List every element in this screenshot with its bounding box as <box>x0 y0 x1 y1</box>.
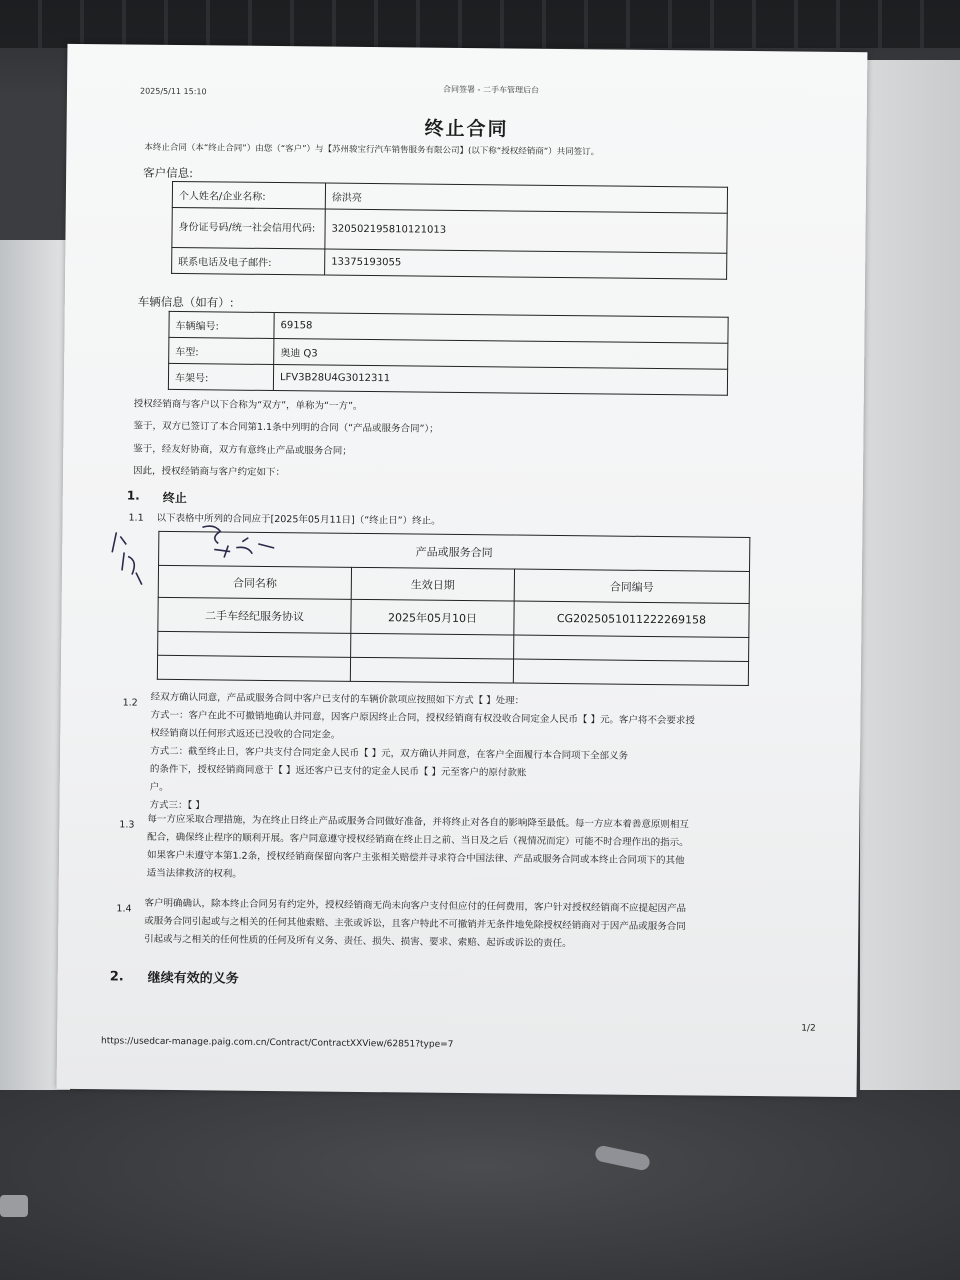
vehicle-info-table <box>168 311 729 396</box>
vehicle-number-value: 69158 <box>274 313 728 344</box>
table-row <box>172 207 727 253</box>
clause-1-3-line: 每一方应采取合理措施，为在终止日终止产品或服务合同做好准备，并将终止对各自的影响降至最低。每一方应本着善意原则相互 <box>147 813 689 831</box>
clause-1-2-line: 的条件下，授权经销商同意于【 】返还客户已支付的定金人民币【 】元至客户的原付款账 <box>149 763 527 779</box>
clause-1-4-line: 引起或与之相关的任何性质的任何及所有义务、责任、损失、损害、要求、索赔、起诉或诉讼的责任。 <box>144 933 572 950</box>
customer-name-label: 个人姓名/企业名称: <box>172 181 325 209</box>
footer-url: https://usedcar-manage.paig.com.cn/Contract/ContractXXView/62851?type=7 <box>100 1036 454 1050</box>
recital-parties: 授权经销商与客户以下合称为“双方”，单称为“一方”。 <box>133 398 363 412</box>
clause-1-4-line: 或服务合同引起或与之相关的任何其他索赔、主张或诉讼，且客户特此不可撤销并无条件地免除授权经销商对于因产品或服务合同 <box>144 915 686 933</box>
recital-therefore: 因此，授权经销商与客户约定如下： <box>132 465 286 479</box>
column-header-effective-date: 生效日期 <box>351 567 514 601</box>
customer-contact-value: 13375193055 <box>325 249 727 279</box>
contract-name-cell: 二手车经纪服务协议 <box>158 597 351 633</box>
print-datetime: 2025/5/11 15:10 <box>139 86 207 97</box>
clause-1-1-text: 以下表格中所列的合同应于[2025年05月11日]（“终止日”）终止。 <box>156 512 441 527</box>
customer-id-value: 320502195810121013 <box>325 209 727 253</box>
clause-1-2-line: 权经销商以任何形式返还已没收的合同定金。 <box>150 727 341 741</box>
customer-contact-label: 联系电话及电子邮件: <box>172 247 325 275</box>
clause-1-2-line: 方式一：客户在此不可撤销地确认并同意，因客户原因终止合同，授权经销商有权没收合同定金人民币【 】元。客户将不会要求授 <box>150 709 696 727</box>
vehicle-model-value: 奥迪 Q3 <box>274 339 728 370</box>
right-paper-edge <box>860 60 960 1090</box>
clause-1-2-line: 户。 <box>149 781 169 793</box>
handwritten-annotation <box>102 522 303 594</box>
table-row <box>172 247 727 279</box>
page-number: 1/2 <box>801 1023 816 1034</box>
clause-1-2-line: 方式三：【 】 <box>149 799 205 812</box>
section-1-number: 1. <box>126 488 140 503</box>
clause-1-4-body <box>144 897 686 957</box>
clause-1-4-number: 1.4 <box>116 903 132 915</box>
vin-value: LFV3B28U4G3012311 <box>273 365 727 396</box>
clause-1-3-line: 适当法律救济的权利。 <box>146 867 242 880</box>
print-page-title: 合同签署 - 二手车管理后台 <box>442 84 540 95</box>
contract-number-cell: CG2025051011222269158 <box>514 601 749 637</box>
intro-paragraph: 本终止合同（本“终止合同”）由您（“客户”）与【苏州骏宝行汽车销售服务有限公司】(以下称“授权经销商”）共同签订。 <box>144 142 600 158</box>
effective-date-cell: 2025年05月10日 <box>351 599 514 635</box>
column-header-contract-name: 合同名称 <box>158 565 351 599</box>
clause-1-2-body <box>149 691 695 823</box>
table-row <box>157 655 748 685</box>
recital-whereas-1: 鉴于，双方已签订了本合同第1.1条中列明的合同（“产品或服务合同”）； <box>133 420 439 435</box>
clause-1-3-line: 如果客户未遵守本第1.2条，授权经销商保留向客户主张相关赔偿并寻求符合中国法律、产品或服务合同或本终止合同项下的其他 <box>146 849 685 867</box>
contracts-table-caption: 产品或服务合同 <box>159 531 750 571</box>
contract-page <box>57 44 868 1097</box>
column-header-contract-number: 合同编号 <box>514 569 749 603</box>
customer-name-value: 徐洪亮 <box>325 183 727 213</box>
clause-1-3-body <box>147 813 689 891</box>
clause-1-3-number: 1.3 <box>119 819 135 831</box>
customer-info-heading: 客户信息: <box>143 165 194 181</box>
clause-1-2-line: 经双方确认同意，产品或服务合同中客户已支付的车辆价款项应按照如下方式【 】处理： <box>150 691 525 707</box>
keyboard <box>0 0 960 48</box>
table-row <box>168 363 727 395</box>
clause-1-1-number: 1.1 <box>128 512 144 524</box>
recital-whereas-2: 鉴于，经友好协商，双方有意终止产品或服务合同； <box>133 443 352 457</box>
clause-1-4-line: 客户明确确认，除本终止合同另有约定外，授权经销商无尚未向客户支付但应付的任何费用，客户针对授权经销商不应提起因产品 <box>144 897 687 915</box>
vehicle-info-heading: 车辆信息（如有）: <box>137 294 234 310</box>
desk-surface <box>0 1090 960 1280</box>
clause-1-2-line: 方式二：截至终止日，客户共支付合同定金人民币【 】元，双方确认并同意，在客户全面履行本合同项下全部义务 <box>150 745 629 762</box>
vin-label: 车架号: <box>168 363 273 390</box>
clause-1-3-line: 配合，确保终止程序的顺利开展。客户同意遵守授权经销商在终止日之前、当日及之后（视情况而定）可能不时合理作出的指示。 <box>147 831 689 849</box>
document-title: 终止合同 <box>424 117 509 141</box>
section-2-title: 继续有效的义务 <box>147 970 239 987</box>
binder-clip <box>0 1195 28 1217</box>
vehicle-model-label: 车型: <box>169 337 274 364</box>
section-2-number: 2. <box>109 969 124 985</box>
vehicle-number-label: 车辆编号: <box>169 311 274 338</box>
customer-info-table <box>171 181 728 280</box>
customer-id-label: 身份证号码/统一社会信用代码: <box>172 207 325 249</box>
section-1-title: 终止 <box>162 490 187 506</box>
clause-1-2-number: 1.2 <box>122 697 138 709</box>
